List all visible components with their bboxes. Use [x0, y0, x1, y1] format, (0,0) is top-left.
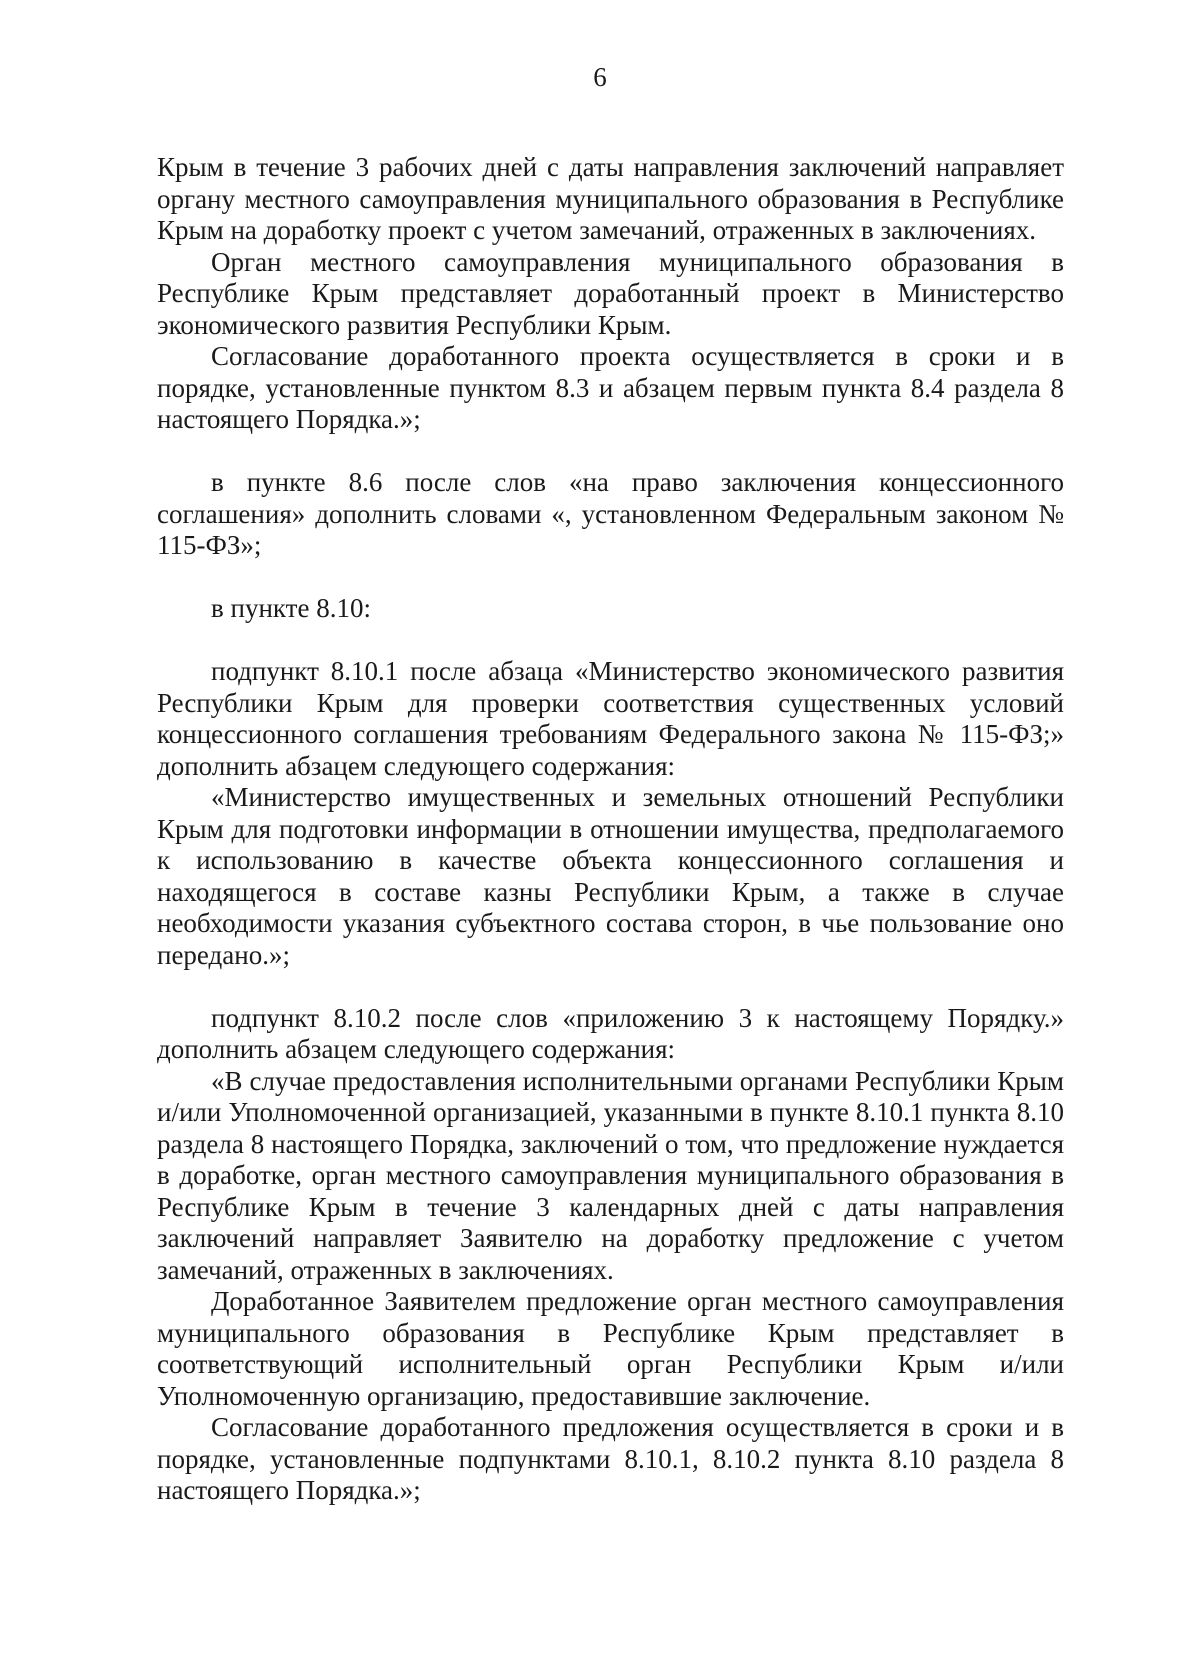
- paragraph-ministry-property: «Министерство имущественных и земельных отношений Республики Крым для подготовки информации в отношении имущества, предполагаемого к использованию в качестве объекта концессионного соглашения и находящегося в составе казны Республики Крым, а также в случае необходимости указания субъектного состава сторон, в чье пользование оно передано.»;: [157, 782, 1064, 970]
- paragraph-revision-case: «В случае предоставления исполнительными органами Республики Крым и/или Уполномоченной организацией, указанными в пункте 8.10.1 пункта 8.10 раздела 8 настоящего Порядка, заключений о том, что предложение нуждается в доработке, орган местного самоуправления муниципального образования в Республике Крым в течение 3 календарных дней с даты направления заключений направляет Заявителю на доработку предложение с учетом замечаний, отраженных в заключениях.: [157, 1065, 1064, 1285]
- paragraph-proposal-approval: Согласование доработанного предложения осуществляется в сроки и в порядке, установленные подпунктами 8.10.1, 8.10.2 пункта 8.10 раздела 8 настоящего Порядка.»;: [157, 1412, 1064, 1505]
- paragraph-revised-proposal: Доработанное Заявителем предложение орган местного самоуправления муниципального образования в Республике Крым представляет в соответствующий исполнительный орган Республики Крым и/или Уполномоченную организацию, предоставившие заключение.: [157, 1286, 1064, 1411]
- paragraph-project-approval: Согласование доработанного проекта осуществляется в сроки и в порядке, установленные пунктом 8.3 и абзацем первым пункта 8.4 раздела 8 настоящего Порядка.»;: [157, 341, 1064, 434]
- document-body: [157, 152, 1064, 1507]
- paragraph-continuation: Крым в течение 3 рабочих дней с даты направления заключений направляет органу местного самоуправления муниципального образования в Республике Крым на доработку проект с учетом замечаний, отраженных в заключениях.: [157, 152, 1064, 245]
- page-number: 6: [593, 62, 607, 92]
- paragraph-point-8-10: в пункте 8.10:: [211, 593, 371, 623]
- paragraph-subpoint-8-10-1: подпункт 8.10.1 после абзаца «Министерство экономического развития Республики Крым для проверки соответствия существенных условий концессионного соглашения требованиям Федерального закона № 115-ФЗ;» дополнить абзацем следующего содержания:: [157, 656, 1064, 781]
- paragraph-project-submission: Орган местного самоуправления муниципального образования в Республике Крым представляет доработанный проект в Министерство экономического развития Республики Крым.: [157, 246, 1064, 340]
- paragraph-subpoint-8-10-2: подпункт 8.10.2 после слов «приложению 3 к настоящему Порядку.» дополнить абзацем следующего содержания:: [157, 1002, 1064, 1064]
- paragraph-point-8-6: в пункте 8.6 после слов «на право заключения концессионного соглашения» дополнить словами «, установленном Федеральным законом № 115-ФЗ»;: [157, 467, 1064, 560]
